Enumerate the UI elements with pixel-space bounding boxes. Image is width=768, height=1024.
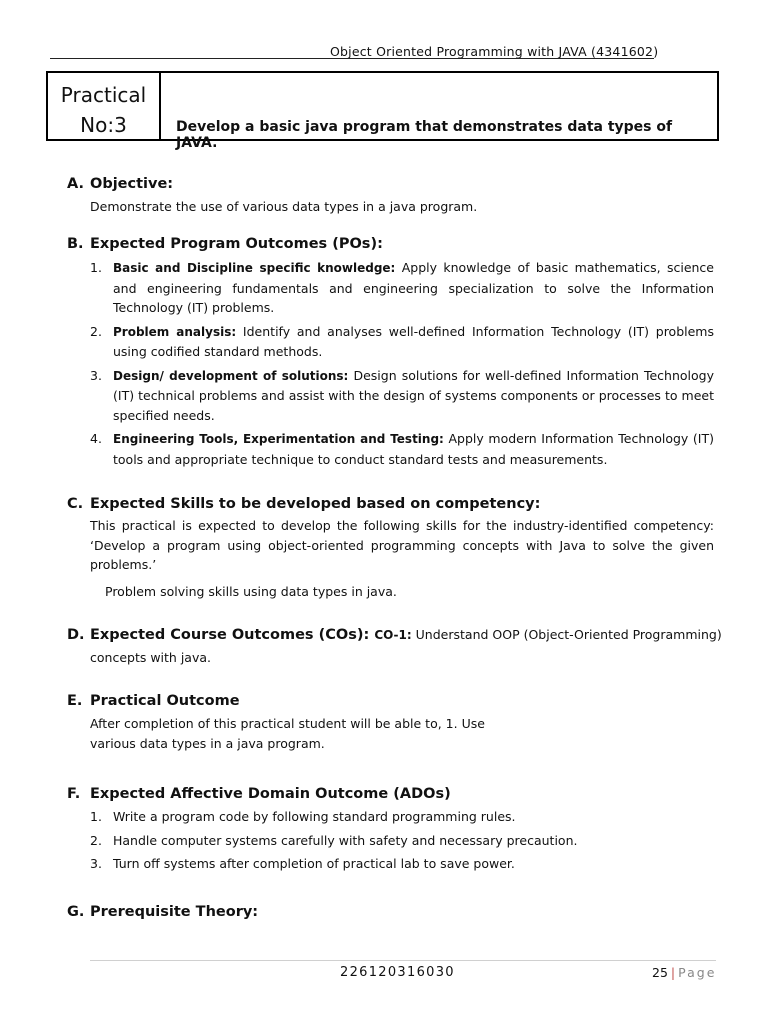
page-separator: | [670,965,676,980]
objective-text: Demonstrate the use of various data types in a java program. [90,199,478,214]
list-number: 1. [90,260,102,275]
outcome-text: Apply modern Information Technology (IT) tools and appropriate technique to conduct standard tests and measurements. [113,431,714,467]
section-letter: A. [67,176,84,192]
ado-text: Write a program code by following standard programming rules. [113,809,516,824]
section-letter: C. [67,496,84,512]
list-number: 1. [90,809,102,824]
outcome-title: Problem analysis: [113,324,237,339]
practical-outcome-line-2: various data types in a java program. [90,736,325,751]
page-word: Page [678,965,717,980]
section-letter: E. [67,693,83,709]
section-title: Expected Skills to be developed based on competency: [90,496,541,512]
list-number: 3. [90,856,102,871]
outcome-text: Identify and analyses well-defined Information Technology (IT) problems using codified standard methods. [113,323,714,359]
page-indicator [652,965,716,980]
course-outcome [374,627,721,642]
list-item [90,258,714,318]
outcome-title: Basic and Discipline specific knowledge: [113,261,396,275]
section-letter: B. [67,236,84,252]
practical-number: No:3 [80,113,127,137]
practical-number-cell [48,73,161,139]
list-item [90,854,714,874]
section-c-heading [67,496,540,512]
section-g-heading [67,904,258,920]
list-number: 4. [90,431,102,446]
list-item [90,366,714,426]
footer-divider [90,960,716,961]
section-title: Expected Program Outcomes (POs): [90,236,383,252]
ado-text: Handle computer systems carefully with safety and necessary precaution. [113,832,578,848]
document-header-title: Object Oriented Programming with JAVA (4341602) [330,44,659,59]
header-divider [50,58,654,59]
outcome-title: Design/ development of solutions: [113,368,349,383]
section-a-heading [67,176,173,192]
practical-title-box [46,71,719,151]
list-item [90,807,714,827]
co-text: Understand OOP (Object-Oriented Programming) [411,627,722,642]
section-title: Expected Course Outcomes (COs): [90,627,370,643]
section-title: Practical Outcome [90,693,240,709]
section-b-heading [67,236,383,252]
section-letter: G. [67,904,85,920]
list-number: 3. [90,367,102,383]
outcome-text: Apply knowledge of basic mathematics, science and engineering fundamentals and engineering specialization to solve the Information Technology (IT) problems. [113,260,714,315]
practical-title: Develop a basic java program that demonstrates data types of JAVA. [176,119,673,151]
list-item [90,322,714,362]
section-title: Objective: [90,176,174,192]
list-item [90,429,714,469]
co-continuation: concepts with java. [90,650,211,665]
co-label: CO-1: [374,628,412,642]
ado-text: Turn off systems after completion of practical lab to save power. [113,856,515,871]
skill-text: Problem solving skills using data types in java. [105,584,397,599]
enrollment-number: 226120316030 [340,965,455,980]
outcome-text: Design solutions for well-defined Information Technology (IT) technical problems and assist with the design of systems components or processes to meet specified needs. [113,367,714,423]
outcome-title: Engineering Tools, Experimentation and Testing: [113,432,444,446]
page-number: 25 [652,965,668,980]
section-e-heading [67,693,240,709]
list-item [90,831,714,851]
section-title: Prerequisite Theory: [90,904,259,920]
program-outcomes-list [90,258,714,473]
practical-label: Practical [60,83,147,107]
section-title: Expected Affective Domain Outcome (ADOs) [90,786,451,802]
affective-outcomes-list [90,807,714,878]
list-number: 2. [90,832,102,848]
practical-outcome-line-1: After completion of this practical student will be able to, 1. Use [90,716,485,731]
section-letter: D. [67,627,85,643]
section-f-heading [67,786,451,802]
section-d-heading [67,627,722,643]
section-letter: F. [67,786,81,802]
list-number: 2. [90,323,102,339]
competency-text: This practical is expected to develop the following skills for the industry-identified competency: ‘Develop a program using object-oriented programming concepts with Java to solve the given problems.’ [90,518,714,572]
